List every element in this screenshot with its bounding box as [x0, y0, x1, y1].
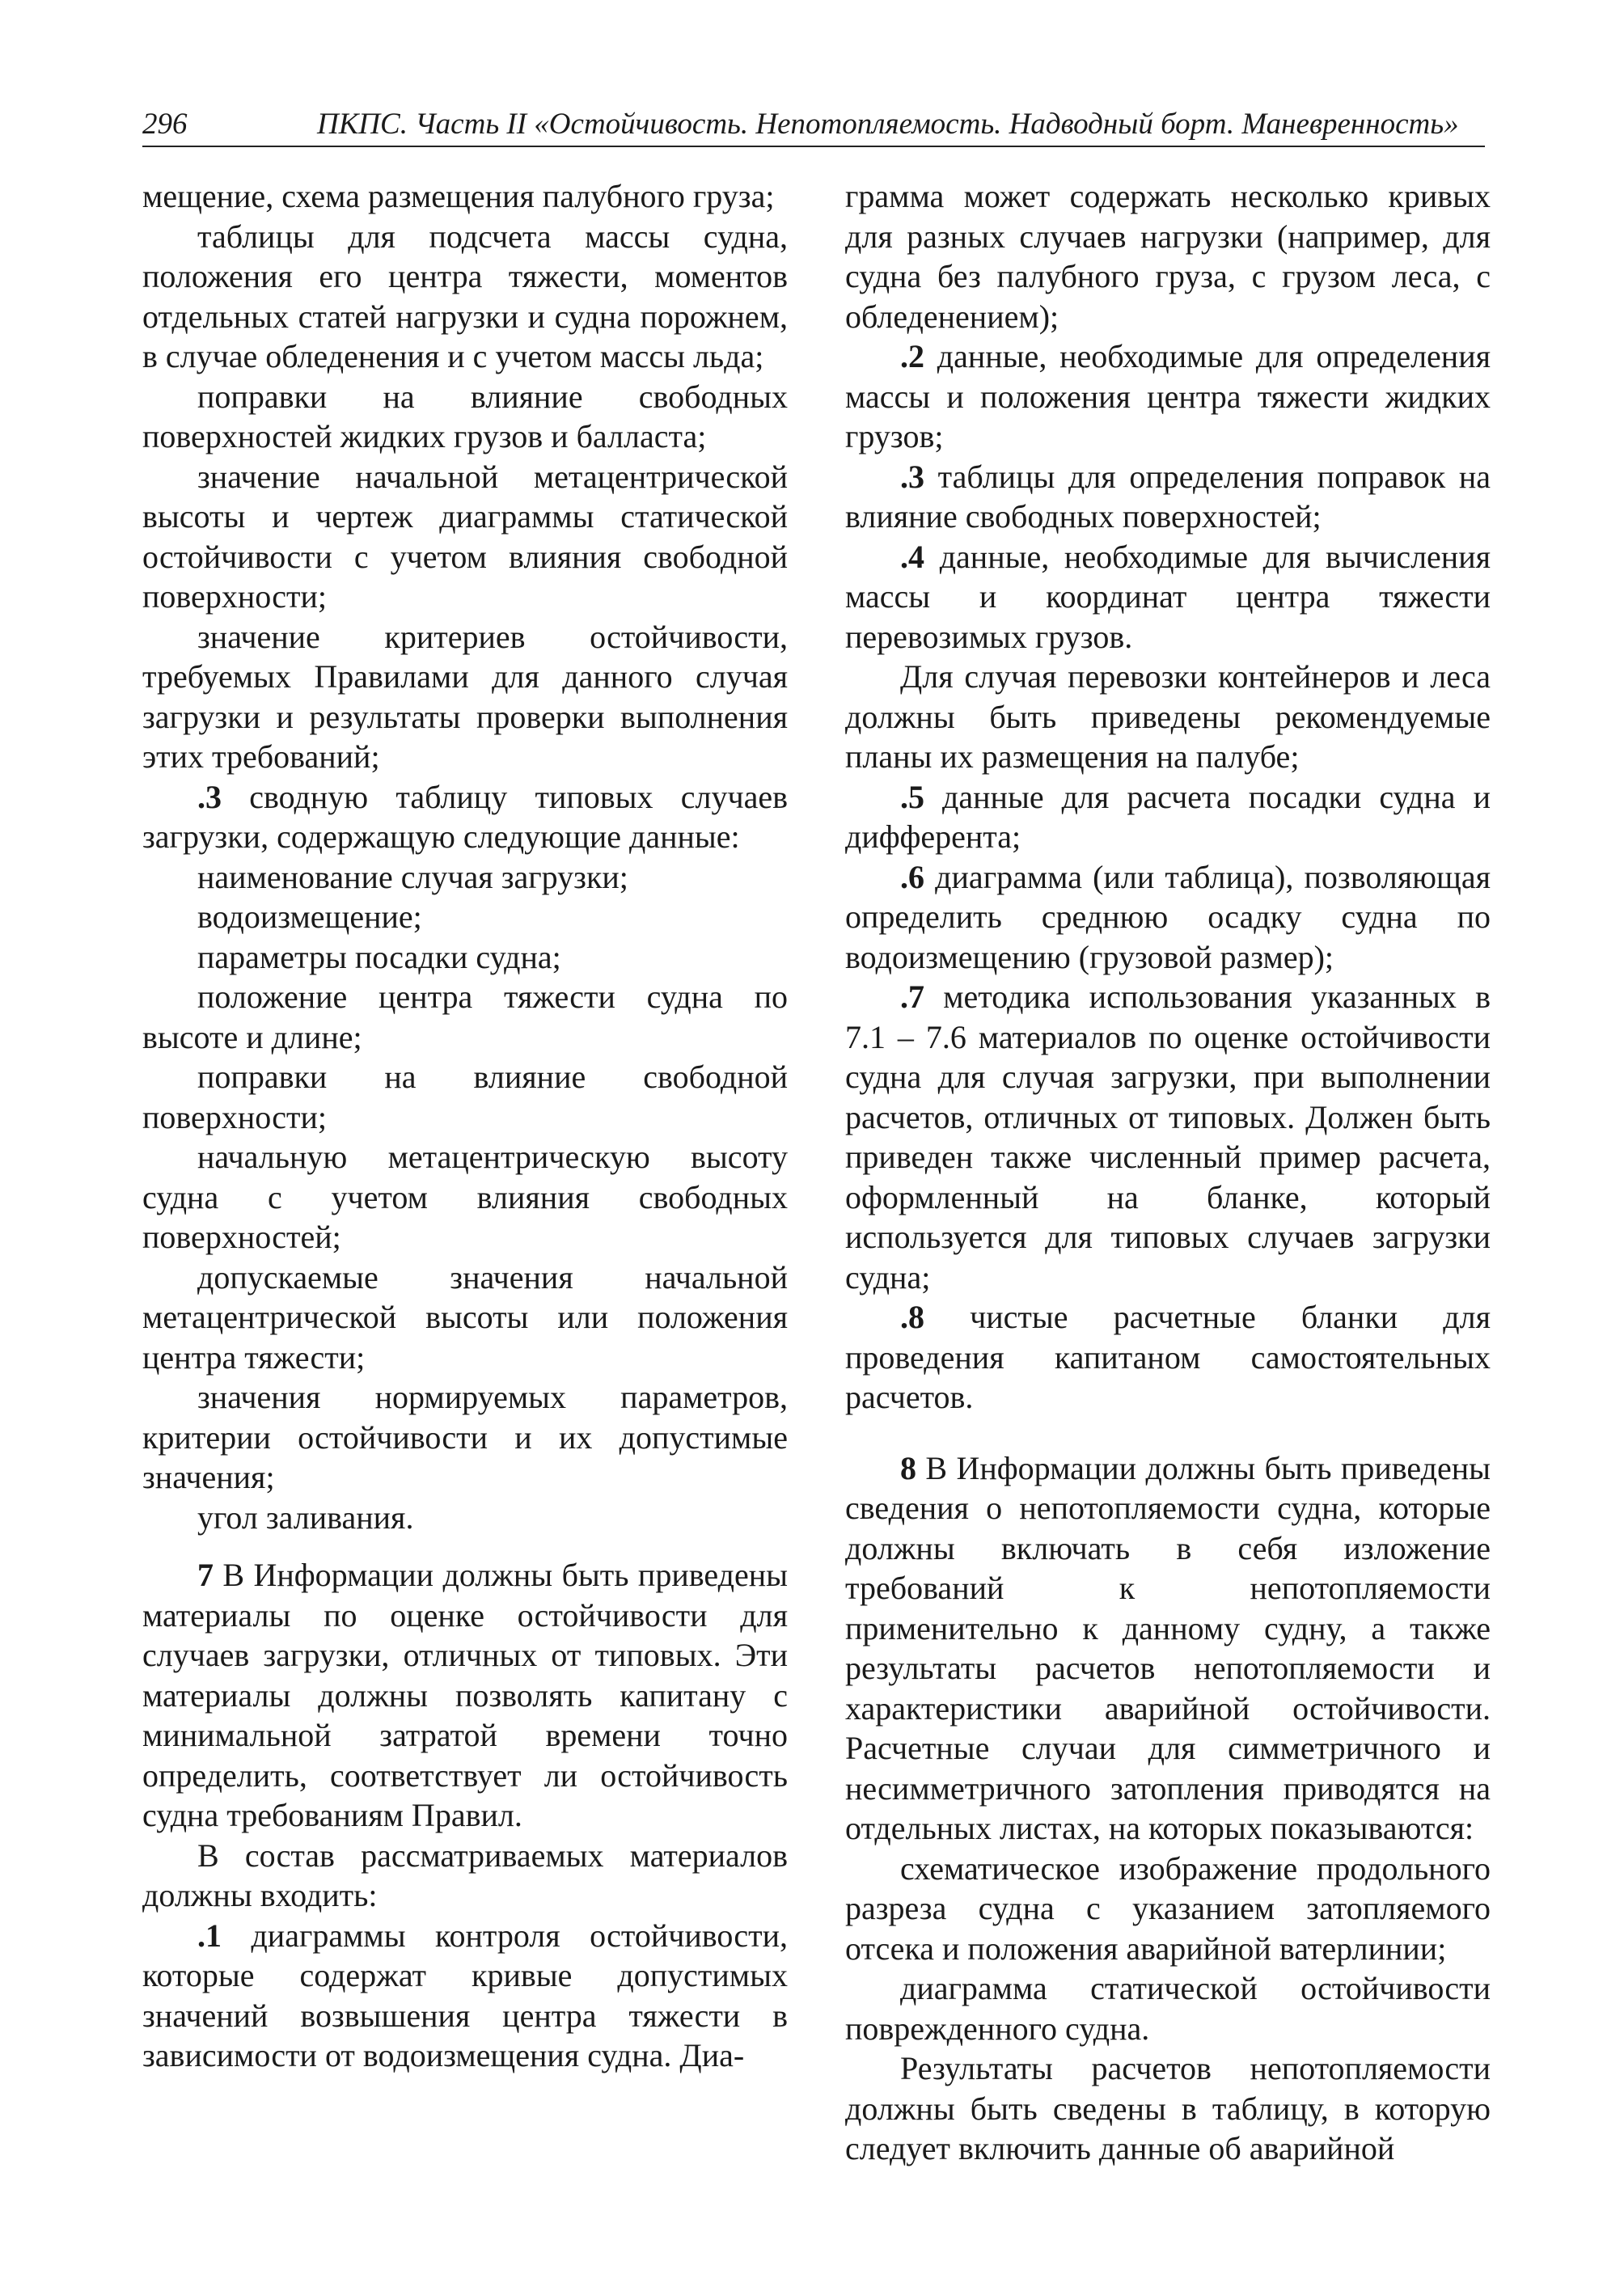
item-number: .1	[197, 1917, 222, 1954]
paragraph: В состав рассматриваемых материалов должны входить:	[142, 1837, 788, 1913]
paragraph: значение критериев остойчивости, требуемых Правилами для данного случая загрузки и результаты проверки выполнения этих требований;	[142, 618, 788, 775]
paragraph-text: В Информации должны быть приведены материалы по оценке остойчивости для случаев загрузки, отличных от типовых. Эти материалы должны позволять капитану с минимальной затратой времени точно определить, соответствует ли остойчивость судна требованиям Правил.	[142, 1557, 788, 1833]
item-number: .2	[900, 338, 924, 374]
paragraph: Результаты расчетов непотопляемости должны быть сведены в таблицу, в которую следует включить данные об аварийной	[845, 2050, 1491, 2166]
item-number: .7	[900, 979, 924, 1015]
section-paragraph	[845, 1448, 1491, 1849]
paragraph	[142, 1916, 788, 2076]
paragraph	[845, 977, 1491, 1297]
paragraph-text: методика использования указанных в 7.1 – 7.6 материалов по оценке остойчивости судна для случая загрузки, при выполнении расчетов, отличных от типовых. Должен быть приведен также численный пример расчета, оформленный на бланке, который используется для типовых случаев загрузки судна;	[845, 979, 1491, 1296]
paragraph: значение начальной метацентрической высоты и чертеж диаграммы статической остойчивости с учетом влияния свободной поверхности;	[142, 458, 788, 615]
paragraph: наименование случая загрузки;	[197, 858, 628, 895]
paragraph: Для случая перевозки контейнеров и леса должны быть приведены рекомендуемые планы их размещения на палубе;	[845, 658, 1491, 775]
paragraph: значения нормируемых параметров, критерии остойчивости и их допустимые значения;	[142, 1379, 788, 1495]
paragraph-text: таблицы для определения поправок на влияние свободных поверхностей;	[845, 458, 1491, 535]
section-number: 7	[197, 1557, 214, 1593]
paragraph: начальную метацентрическую высоту судна с учетом влияния свободных поверхностей;	[142, 1139, 788, 1255]
paragraph: мещение, схема размещения палубного груза;	[142, 178, 775, 214]
paragraph: положение центра тяжести судна по высоте и длине;	[142, 979, 788, 1055]
paragraph-text: данные, необходимые для вычисления массы и координат центра тяжести перевозимых грузов.	[845, 538, 1491, 655]
section-paragraph	[142, 1555, 788, 1836]
paragraph: водоизмещение;	[197, 898, 422, 935]
paragraph-text: данные, необходимые для определения массы и положения центра тяжести жидких грузов;	[845, 338, 1491, 454]
item-number: .3	[197, 778, 222, 815]
paragraph: поправки на влияние свободной поверхности;	[142, 1059, 788, 1135]
page-number: 296	[142, 108, 188, 141]
paragraph-text: В Информации должны быть приведены сведения о непотопляемости судна, которые должны включать в себя изложение требований к непотопляемости применительно к данному судну, а также результаты расчетов непотопляемости и характеристики аварийной остойчивости. Расчетные случаи для симметричного и несимметричного затопления приводятся на отдельных листах, на которых показываются:	[845, 1449, 1491, 1846]
item-number: .5	[900, 778, 924, 815]
left-column	[142, 176, 788, 2076]
item-number: .3	[900, 458, 924, 495]
running-header	[142, 105, 1485, 147]
item-number: .8	[900, 1299, 924, 1335]
paragraph: допускаемые значения начальной метацентрической высоты или положения центра тяжести;	[142, 1258, 788, 1376]
running-title: ПКПС. Часть II «Остойчивость. Непотопляемость. Надводный борт. Маневренность»	[317, 108, 1459, 141]
paragraph-text: диаграммы контроля остойчивости, которые содержат кривые допустимых значений возвышения центра тяжести в зависимости от водоизмещения судна. Диа-	[142, 1917, 788, 2073]
paragraph-text: данные для расчета посадки судна и дифферента;	[845, 778, 1491, 855]
paragraph-text: диаграмма (или таблица), позволяющая определить среднюю осадку судна по водоизмещению (грузовой размер);	[845, 858, 1491, 975]
item-number: .6	[900, 858, 924, 895]
paragraph	[845, 537, 1491, 657]
right-column	[845, 176, 1491, 2169]
paragraph: поправки на влияние свободных поверхностей жидких грузов и балласта;	[142, 378, 788, 454]
paragraph	[142, 777, 788, 857]
paragraph: угол заливания.	[197, 1498, 414, 1536]
section-number: 8	[900, 1449, 916, 1486]
paragraph: грамма может содержать несколько кривых для разных случаев нагрузки (например, для судна без палубного груза, с грузом леса, с обледенением);	[845, 178, 1491, 335]
paragraph: таблицы для подсчета массы судна, положения его центра тяжести, моментов отдельных статей нагрузки и судна порожнем, в случае обледенения и с учетом массы льда;	[142, 218, 788, 374]
paragraph: схематическое изображение продольного разреза судна с указанием затопляемого отсека и положения аварийной ватерлинии;	[845, 1849, 1491, 1967]
paragraph	[845, 457, 1491, 537]
paragraph	[845, 1297, 1491, 1418]
item-number: .4	[900, 538, 924, 575]
paragraph	[845, 857, 1491, 978]
paragraph	[845, 336, 1491, 457]
paragraph	[845, 777, 1491, 857]
paragraph: диаграмма статической остойчивости поврежденного судна.	[845, 1970, 1491, 2047]
paragraph: параметры посадки судна;	[197, 938, 561, 975]
paragraph-text: сводную таблицу типовых случаев загрузки, содержащую следующие данные:	[142, 778, 788, 855]
paragraph-text: чистые расчетные бланки для проведения капитаном самостоятельных расчетов.	[845, 1299, 1491, 1415]
